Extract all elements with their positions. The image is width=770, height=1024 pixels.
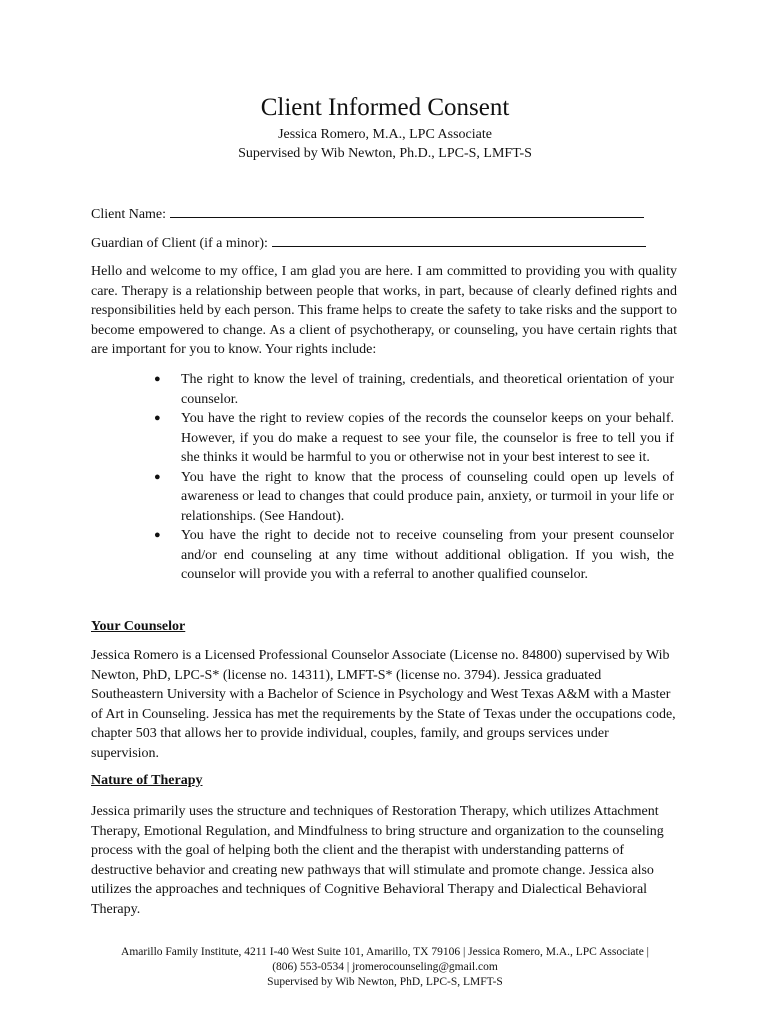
list-item (154, 526, 674, 585)
right-text: You have the right to decide not to receive counseling from your present counselor and/or end counseling at any time without additional obligation. If you wish, the counselor will provide you with a referral to another qualified counselor. (181, 528, 674, 582)
client-name-row (91, 203, 644, 224)
client-name-label: Client Name: (91, 207, 167, 222)
bullet-icon: ● (154, 412, 161, 424)
list-item (154, 409, 674, 468)
right-text: You have the right to know that the process of counseling could open up levels of awareness or lead to changes that could produce pain, anxiety, or turmoil in your life or relationships. (See Handout). (181, 469, 674, 524)
guardian-field[interactable] (272, 232, 646, 247)
bullet-icon: ● (154, 470, 161, 483)
rights-list (154, 370, 674, 585)
document-title: Client Informed Consent (260, 94, 510, 121)
counselor-name: Jessica Romero, M.A., LPC Associate (278, 127, 492, 142)
bullet-icon: ● (154, 529, 161, 541)
footer-supervisor: Supervised by Wib Newton, PhD, LPC-S, LMFT-S (267, 976, 503, 988)
your-counselor-paragraph: Jessica Romero is a Licensed Professional Counselor Associate (License no. 84800) supervised by Wib Newton, PhD, LPC-S* (license no. 14311), LMFT-S* (license no. 3794). Jessica graduated Southeastern University with a Bachelor of Science in Psychology and West Texas A&M with a Master of Art in Counseling. Jessica has met the requirements by the State of Texas under the occupations code, chapter 503 that allows her to provide individual, couples, family, and groups services under supervision. (91, 648, 676, 761)
right-text: The right to know the level of training, credentials, and theoretical orientation of your counselor. (181, 372, 674, 407)
nature-of-therapy-heading: Nature of Therapy (91, 773, 203, 788)
list-item (154, 468, 674, 527)
your-counselor-heading: Your Counselor (91, 619, 186, 634)
client-name-field[interactable] (170, 203, 644, 218)
footer-contact: (806) 553-0534 | jromerocounseling@gmail.com (272, 961, 498, 973)
supervisor-name: Supervised by Wib Newton, Ph.D., LPC-S, LMFT-S (238, 146, 532, 161)
nature-of-therapy-paragraph: Jessica primarily uses the structure and techniques of Restoration Therapy, which utilizes Attachment Therapy, Emotional Regulation, and Mindfulness to bring structure and organization to the counseling process with the goal of helping both the client and the therapist with understanding patterns of destructive behavior and creating new pathways that will stimulate and promote change. Jessica also utilizes the approaches and techniques of Cognitive Behavioral Therapy and Dialectical Behavioral Therapy. (91, 804, 664, 917)
footer-address: Amarillo Family Institute, 4211 I-40 West Suite 101, Amarillo, TX 79106 | Jessica Romero, M.A., LPC Associate | (121, 946, 649, 958)
bullet-icon: ● (154, 373, 161, 385)
intro-paragraph: Hello and welcome to my office, I am glad you are here. I am committed to providing you with quality care. Therapy is a relationship between people that works, in part, because of clearly defined rights and responsibilities held by each person. This frame helps to create the safety to take risks and the support to become empowered to change. As a client of psychotherapy, or counseling, you have certain rights that are important for you to know. Your rights include: (91, 264, 677, 357)
right-text: You have the right to review copies of the records the counselor keeps on your behalf. However, if you do make a request to see your file, the counselor is free to tell you if she thinks it would be harmful to you or otherwise not in your best interest to see it. (181, 411, 674, 465)
guardian-row (91, 232, 646, 253)
list-item (154, 370, 674, 409)
guardian-label: Guardian of Client (if a minor): (91, 236, 268, 251)
